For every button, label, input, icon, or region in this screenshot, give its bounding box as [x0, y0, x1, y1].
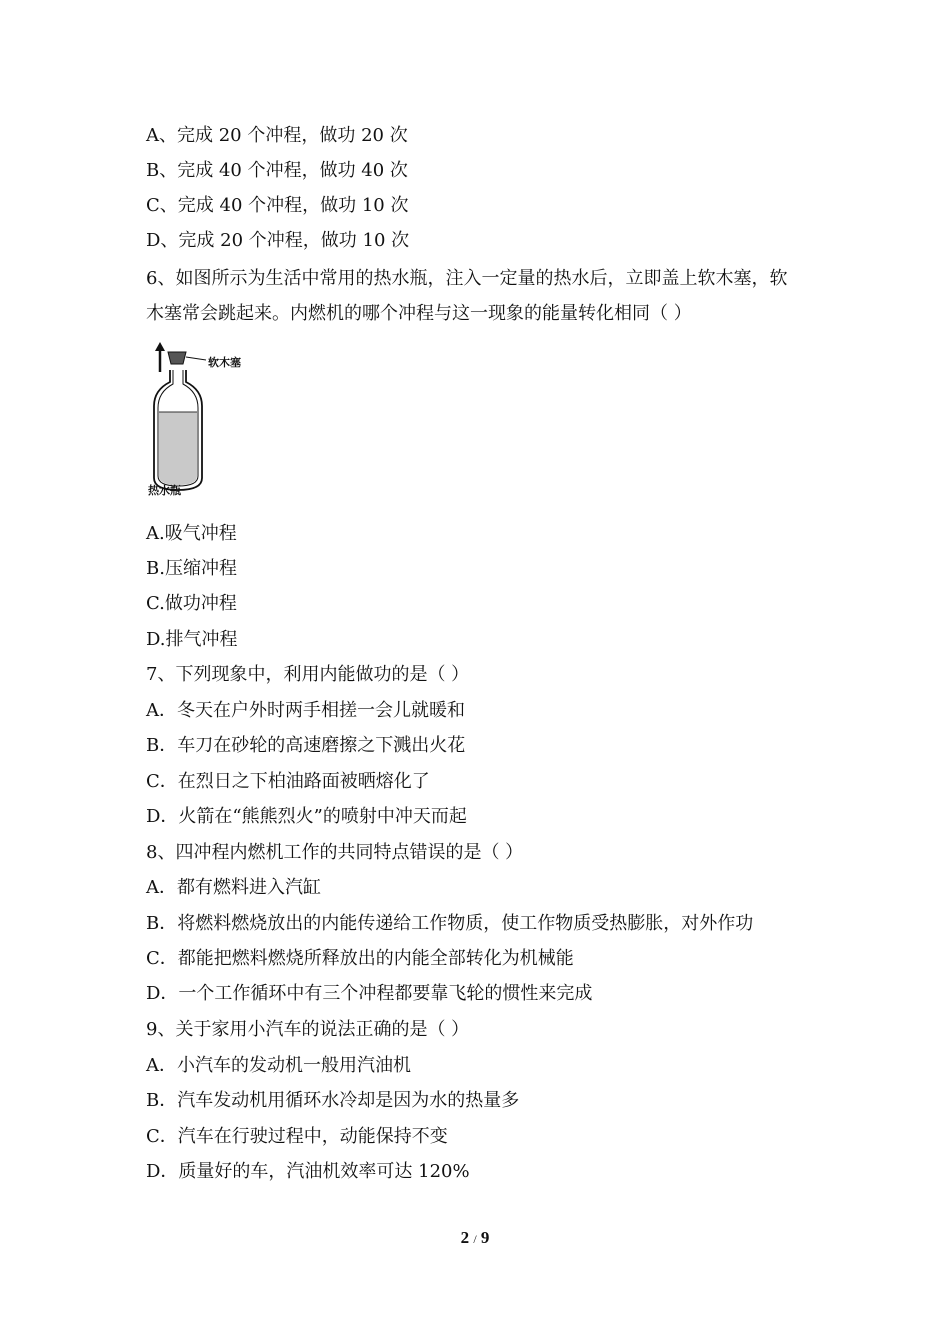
- q8-option-b: B．将燃料燃烧放出的内能传递给工作物质，使工作物质受热膨胀，对外作功: [146, 913, 754, 934]
- q7-option-c: C．在烈日之下柏油路面被晒熔化了: [146, 771, 430, 792]
- q8-option-a: A．都有燃料进入汽缸: [146, 877, 321, 898]
- page-separator: /: [473, 1232, 477, 1246]
- q6-option-a: A.吸气冲程: [146, 523, 237, 544]
- q5-option-c: C、完成 40 个冲程，做功 10 次: [146, 195, 409, 216]
- cork-pointer-line: [186, 357, 206, 360]
- q7-option-a: A．冬天在户外时两手相搓一会儿就暖和: [146, 700, 465, 721]
- current-page: 2: [460, 1228, 470, 1247]
- q8-option-d: D．一个工作循环中有三个冲程都要靠飞轮的惯性来完成: [146, 983, 593, 1004]
- total-pages: 9: [480, 1228, 490, 1247]
- q6-stem-line2: 木塞常会跳起来。内燃机的哪个冲程与这一现象的能量转化相同（ ）: [146, 303, 692, 324]
- q6-option-c: C.做功冲程: [146, 593, 237, 614]
- thermos-figure: [148, 340, 258, 498]
- q9-option-c: C．汽车在行驶过程中，动能保持不变: [146, 1126, 448, 1147]
- q8-option-c: C．都能把燃料燃烧所释放出的内能全部转化为机械能: [146, 948, 574, 969]
- q5-option-a: A、完成 20 个冲程，做功 20 次: [146, 125, 408, 146]
- q8-stem: 8、四冲程内燃机工作的共同特点错误的是（ ）: [146, 842, 524, 863]
- q7-option-d: D．火箭在“熊熊烈火”的喷射中冲天而起: [146, 806, 467, 827]
- cork-icon: [168, 352, 186, 364]
- q7-option-b: B．车刀在砂轮的高速磨擦之下溅出火花: [146, 735, 466, 756]
- q9-option-b: B．汽车发动机用循环水冷却是因为水的热量多: [146, 1090, 520, 1111]
- q6-stem-line1: 6、如图所示为生活中常用的热水瓶，注入一定量的热水后，立即盖上软木塞，软: [146, 268, 788, 289]
- cork-label: 软木塞: [208, 356, 241, 369]
- q6-option-b: B.压缩冲程: [146, 558, 237, 579]
- q9-stem: 9、关于家用小汽车的说法正确的是（ ）: [146, 1019, 470, 1040]
- arrow-head-icon: [155, 342, 165, 351]
- thermos-drawing: [148, 340, 258, 498]
- bottle-label: 热水瓶: [148, 484, 181, 497]
- q6-option-d: D.排气冲程: [146, 629, 238, 650]
- q5-option-b: B、完成 40 个冲程，做功 40 次: [146, 160, 408, 181]
- q7-stem: 7、下列现象中，利用内能做功的是（ ）: [146, 664, 470, 685]
- q5-option-d: D、完成 20 个冲程，做功 10 次: [146, 230, 410, 251]
- q9-option-a: A．小汽车的发动机一般用汽油机: [146, 1055, 411, 1076]
- q9-option-d: D．质量好的车，汽油机效率可达 120%: [146, 1161, 470, 1182]
- hot-water: [159, 412, 197, 485]
- page-number: [0, 1228, 950, 1248]
